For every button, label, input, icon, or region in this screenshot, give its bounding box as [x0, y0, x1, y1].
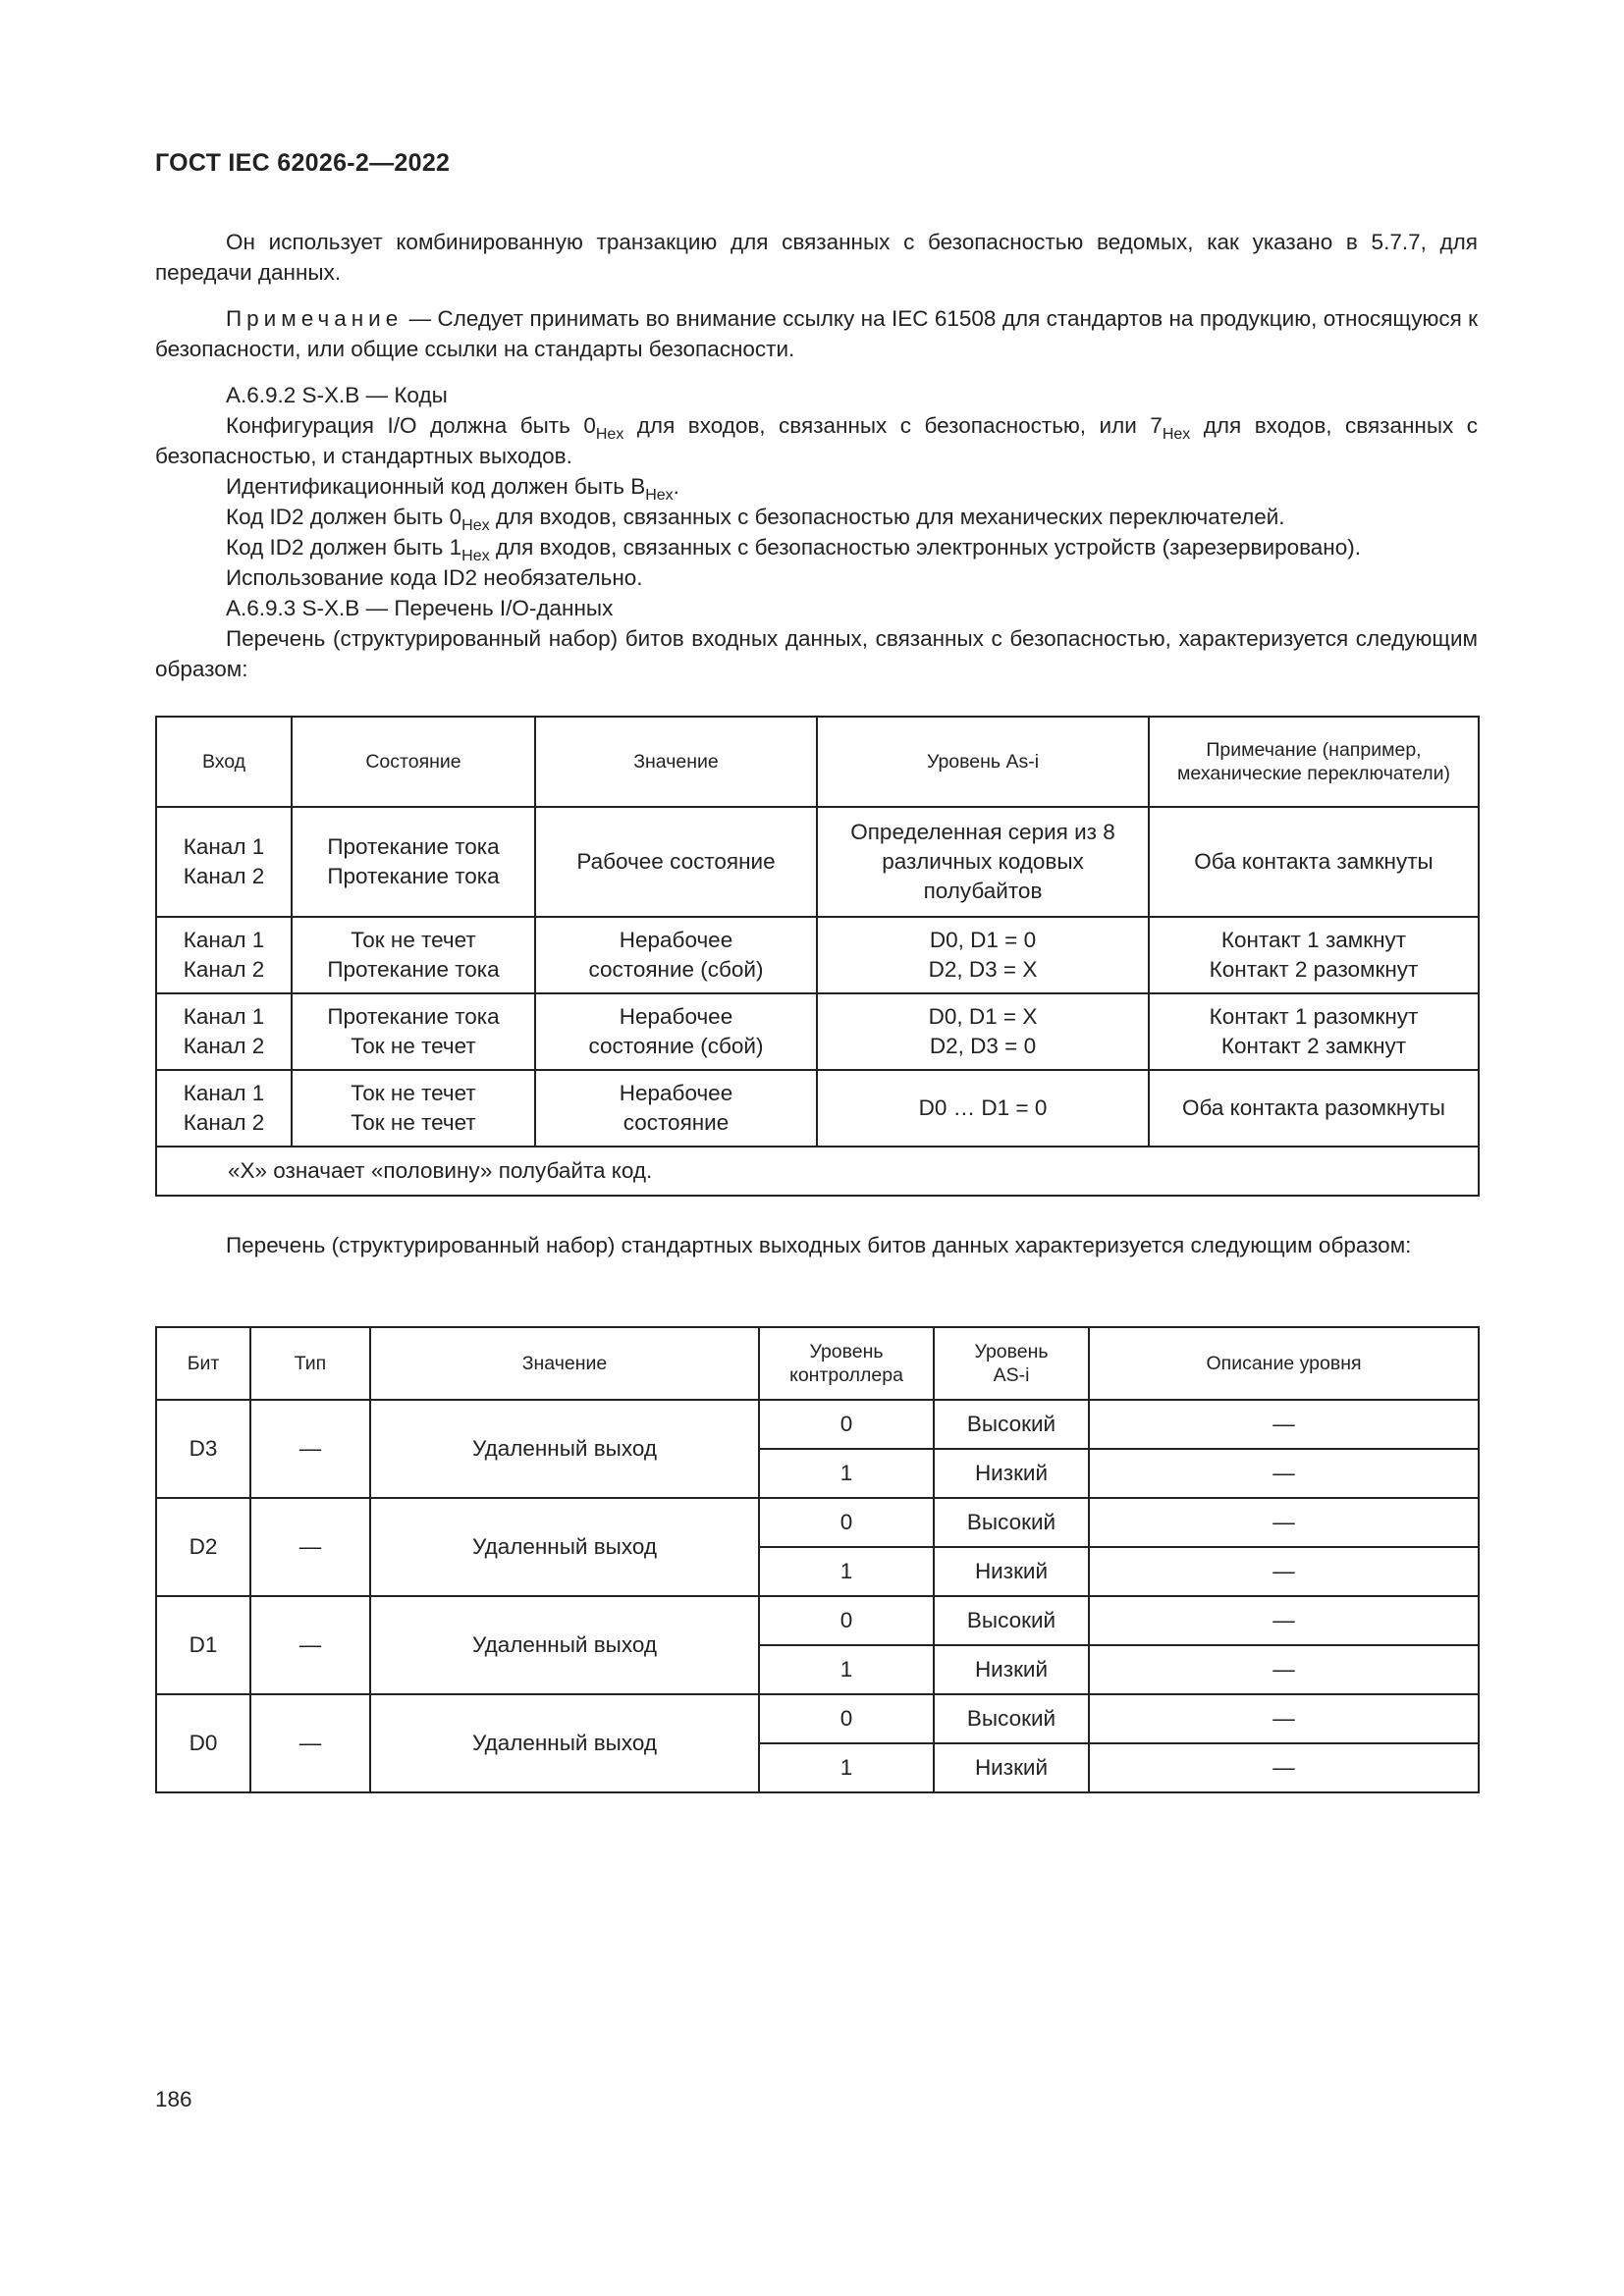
asi-level-cell: Высокий	[934, 1498, 1089, 1547]
value-cell: Удаленный выход	[370, 1596, 759, 1694]
id2-optional-line: Использование кода ID2 необязательно.	[226, 565, 643, 590]
controller-level-cell: 0	[759, 1400, 934, 1449]
safety-input-table	[155, 716, 1480, 1197]
value-cell: Удаленный выход	[370, 1498, 759, 1596]
table-cell: Контакт 1 замкнут Контакт 2 разомкнут	[1149, 917, 1479, 993]
table-row	[156, 1498, 1479, 1547]
table-row	[156, 993, 1479, 1070]
controller-level-cell: 1	[759, 1449, 934, 1498]
table-footnote: «X» означает «половину» полубайта код.	[156, 1147, 1479, 1196]
table-row	[156, 807, 1479, 917]
level-description-cell: —	[1089, 1645, 1479, 1694]
note-text: — Следует принимать во внимание ссылку на IEC 61508 для стандартов на продукцию, относящуюся к безопасности, или общие ссылки на стандарты безопасности.	[155, 306, 1478, 361]
controller-level-cell: 0	[759, 1694, 934, 1743]
input-list-intro: Перечень (структурированный набор) битов входных данных, связанных с безопасностью, характеризуется следующим образом:	[155, 626, 1478, 681]
column-header: Уровень AS-i	[934, 1327, 1089, 1400]
table-cell: Ток не течет Ток не течет	[292, 1070, 535, 1147]
table-cell: Оба контакта замкнуты	[1149, 807, 1479, 917]
table-cell: D0 … D1 = 0	[817, 1070, 1149, 1147]
table-cell: Протекание тока Протекание тока	[292, 807, 535, 917]
asi-level-cell: Высокий	[934, 1596, 1089, 1645]
table-cell: Определенная серия из 8 различных кодовых полубайтов	[817, 807, 1149, 917]
asi-level-cell: Низкий	[934, 1743, 1089, 1792]
section-codes-title: A.6.9.2 S-X.B — Коды	[226, 383, 448, 407]
asi-level-cell: Низкий	[934, 1645, 1089, 1694]
column-header: Уровень контроллера	[759, 1327, 934, 1400]
type-cell: —	[250, 1498, 370, 1596]
table-row	[156, 1596, 1479, 1645]
table-cell: Оба контакта разомкнуты	[1149, 1070, 1479, 1147]
level-description-cell: —	[1089, 1449, 1479, 1498]
column-header: Примечание (например, механические переключатели)	[1149, 717, 1479, 807]
bit-cell: D3	[156, 1400, 250, 1498]
column-header: Состояние	[292, 717, 535, 807]
table-cell: Канал 1 Канал 2	[156, 917, 292, 993]
level-description-cell: —	[1089, 1694, 1479, 1743]
column-header: Значение	[370, 1327, 759, 1400]
controller-level-cell: 1	[759, 1547, 934, 1596]
asi-level-cell: Высокий	[934, 1694, 1089, 1743]
level-description-cell: —	[1089, 1596, 1479, 1645]
controller-level-cell: 0	[759, 1498, 934, 1547]
type-cell: —	[250, 1694, 370, 1792]
bit-cell: D1	[156, 1596, 250, 1694]
table-cell: Ток не течет Протекание тока	[292, 917, 535, 993]
table-header-row	[156, 717, 1479, 807]
bit-cell: D0	[156, 1694, 250, 1792]
id2-mechanical-line: Код ID2 должен быть $0_{Hex}$ для входов, связанных с безопасностью для механических переключателей.	[226, 505, 1285, 534]
asi-level-cell: Высокий	[934, 1400, 1089, 1449]
table-cell: Протекание тока Ток не течет	[292, 993, 535, 1070]
asi-level-cell: Низкий	[934, 1449, 1089, 1498]
controller-level-cell: 1	[759, 1743, 934, 1792]
section-io-list-title: A.6.9.3 S-X.B — Перечень I/O-данных	[226, 596, 614, 620]
level-description-cell: —	[1089, 1743, 1479, 1792]
table-row	[156, 1400, 1479, 1449]
level-description-cell: —	[1089, 1547, 1479, 1596]
output-list-intro-block	[155, 1230, 1478, 1260]
level-description-cell: —	[1089, 1498, 1479, 1547]
io-config-line: Конфигурация I/O должна быть $0_{Hex}$ для входов, связанных с безопасностью, или $7_{Hex}$ для входов, связанных с безопасностью, и стандартных выходов.	[155, 413, 1479, 468]
note-label: Примечание	[226, 306, 404, 331]
output-bits-table	[155, 1326, 1480, 1793]
table-cell: D0, D1 = X D2, D3 = 0	[817, 993, 1149, 1070]
column-header: Значение	[535, 717, 817, 807]
column-header: Уровень As-i	[817, 717, 1149, 807]
value-cell: Удаленный выход	[370, 1400, 759, 1498]
table-row	[156, 1694, 1479, 1743]
column-header: Описание уровня	[1089, 1327, 1479, 1400]
page-number: 186	[155, 2087, 192, 2111]
asi-level-cell: Низкий	[934, 1547, 1089, 1596]
table-cell: Рабочее состояние	[535, 807, 817, 917]
table-cell: Контакт 1 разомкнут Контакт 2 замкнут	[1149, 993, 1479, 1070]
type-cell: —	[250, 1596, 370, 1694]
table-row	[156, 1070, 1479, 1147]
controller-level-cell: 1	[759, 1645, 934, 1694]
table-cell: Канал 1 Канал 2	[156, 807, 292, 917]
table-header-row	[156, 1327, 1479, 1400]
note	[155, 303, 1478, 364]
column-header: Бит	[156, 1327, 250, 1400]
document-header: ГОСТ IEC 62026-2—2022	[155, 149, 451, 177]
output-list-intro: Перечень (структурированный набор) стандартных выходных битов данных характеризуется следующим образом:	[226, 1233, 1412, 1257]
column-header: Вход	[156, 717, 292, 807]
id-code-line: Идентификационный код должен быть $B_{Hex}$.	[226, 474, 679, 504]
table-cell: D0, D1 = 0 D2, D3 = X	[817, 917, 1149, 993]
table-cell: Нерабочее состояние	[535, 1070, 817, 1147]
level-description-cell: —	[1089, 1400, 1479, 1449]
table-footnote-row	[156, 1147, 1479, 1196]
table-cell: Канал 1 Канал 2	[156, 1070, 292, 1147]
table-cell: Канал 1 Канал 2	[156, 993, 292, 1070]
type-cell: —	[250, 1400, 370, 1498]
codes-section	[155, 380, 1478, 684]
id2-electronic-line: Код ID2 должен быть $1_{Hex}$ для входов, связанных с безопасностью электронных устройств (зарезервировано).	[226, 535, 1361, 564]
value-cell: Удаленный выход	[370, 1694, 759, 1792]
table-cell: Нерабочее состояние (сбой)	[535, 917, 817, 993]
table-row	[156, 917, 1479, 993]
bit-cell: D2	[156, 1498, 250, 1596]
controller-level-cell: 0	[759, 1596, 934, 1645]
table-cell: Нерабочее состояние (сбой)	[535, 993, 817, 1070]
column-header: Тип	[250, 1327, 370, 1400]
paragraph-transaction: Он использует комбинированную транзакцию для связанных с безопасностью ведомых, как указано в 5.7.7, для передачи данных.	[155, 230, 1478, 285]
